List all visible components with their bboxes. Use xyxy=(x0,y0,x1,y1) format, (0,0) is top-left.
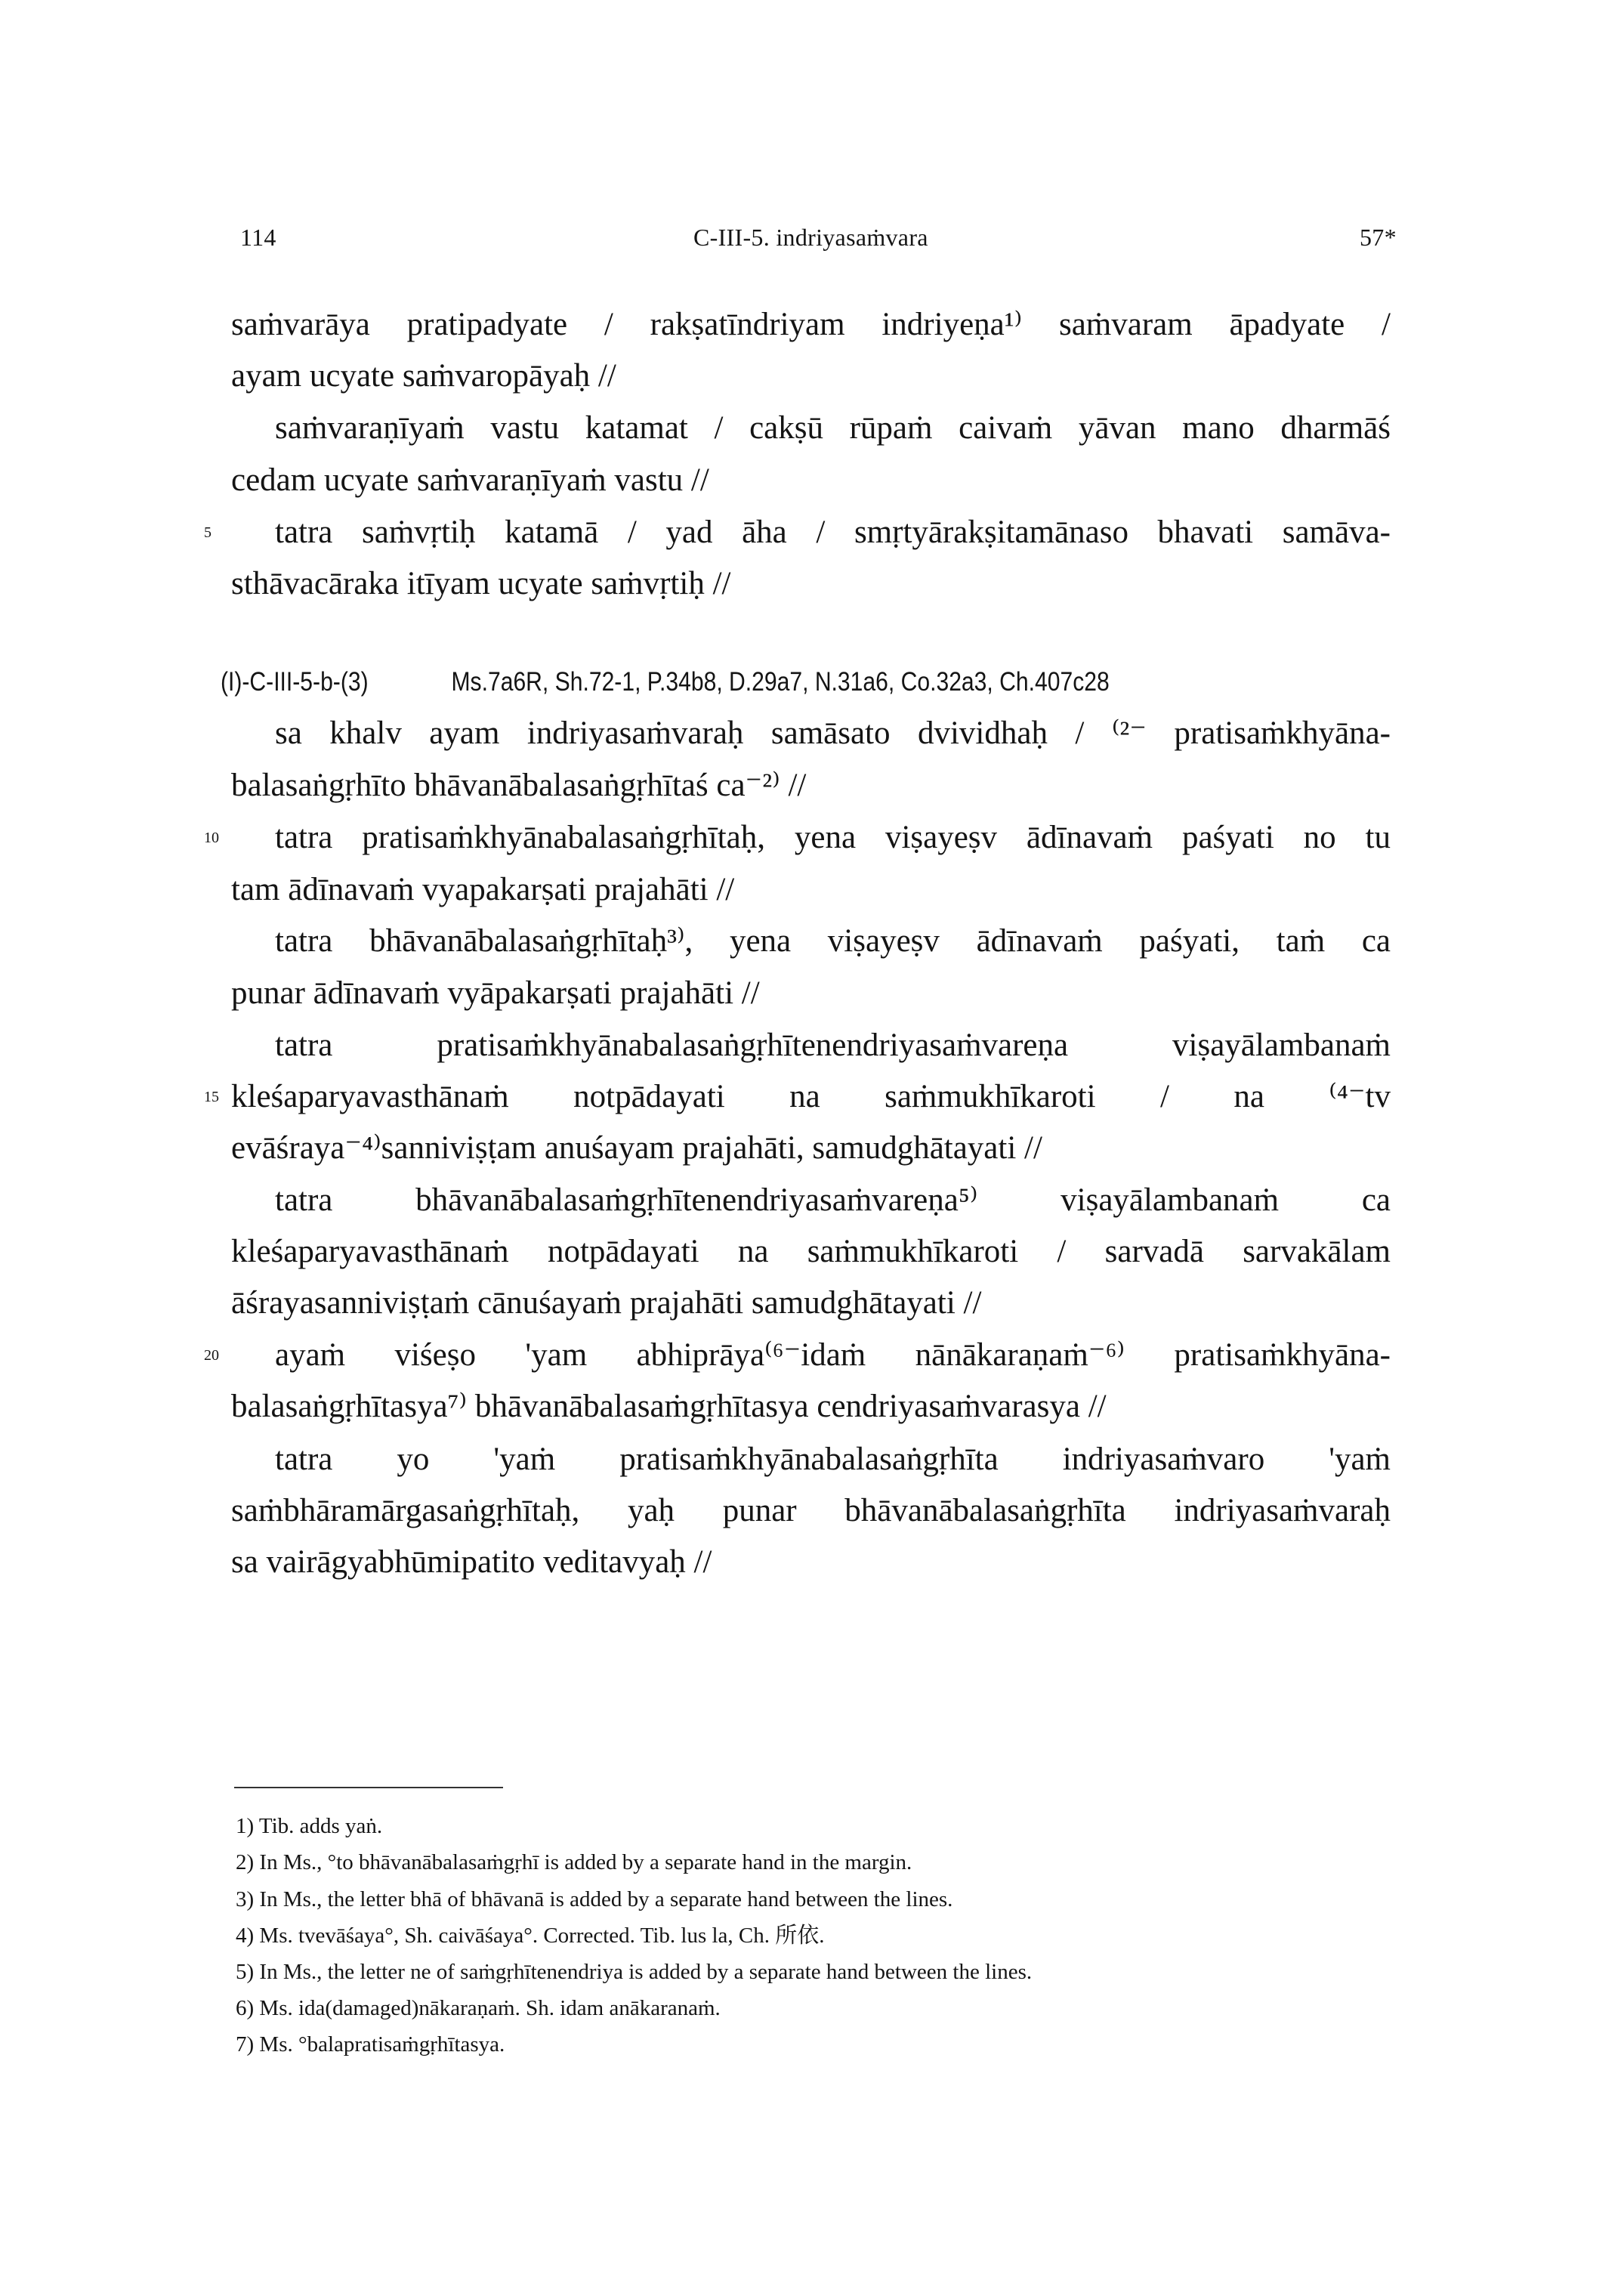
footnote: 4) Ms. tvevāśaya°, Sh. caivāśaya°. Corrected. Tib. lus la, Ch. 所依. xyxy=(236,1924,825,1948)
footnote: 5) In Ms., the letter ne of saṁgṛhītenendriya is added by a separate hand between the lines. xyxy=(236,1960,1033,1984)
text-line: saṁvarāya pratipadyate / rakṣatīndriyam indriyeṇa¹⁾ saṁvaram āpadyate / xyxy=(231,307,1391,342)
page-number: 114 xyxy=(240,224,276,251)
line-number: 10 xyxy=(204,830,219,846)
text-line: saṁvaraṇīyaṁ vastu katamat / cakṣū rūpaṁ caivaṁ yāvan mano dharmāś xyxy=(275,410,1391,446)
text-line: tatra yo 'yaṁ pratisaṁkhyānabalasaṅgṛhīta indriyasaṁvaro 'yaṁ xyxy=(275,1442,1391,1477)
text-line: balasaṅgṛhīto bhāvanābalasaṅgṛhītaś ca⁻²⁾ // xyxy=(231,768,807,803)
text-line: cedam ucyate saṁvaraṇīyaṁ vastu // xyxy=(231,462,709,498)
text-line: kleśaparyavasthānaṁ notpādayati na saṁmukhīkaroti / sarvadā sarvakālam xyxy=(231,1234,1391,1269)
text-line: ayam ucyate saṁvaropāyaḥ // xyxy=(231,358,616,394)
text-line: kleśaparyavasthānaṁ notpādayati na saṁmukhīkaroti / na ⁽⁴⁻tv xyxy=(231,1079,1391,1114)
text-line: tam ādīnavaṁ vyapakarṣati prajahāti // xyxy=(231,872,735,907)
text-line: āśrayasanniviṣṭaṁ cānuśayaṁ prajahāti samudghātayati // xyxy=(231,1285,982,1321)
text-line: evāśraya⁻⁴⁾sanniviṣṭam anuśayam prajahāti, samudghātayati // xyxy=(231,1130,1042,1166)
text-line: sa vairāgyabhūmipatito veditavyaḥ // xyxy=(231,1544,712,1580)
text-line: tatra saṁvṛtiḥ katamā / yad āha / smṛtyārakṣitamānaso bhavati samāva- xyxy=(275,515,1391,550)
text-line: tatra bhāvanābalasaṅgṛhītaḥ³⁾, yena viṣayeṣv ādīnavaṁ paśyati, taṁ ca xyxy=(275,923,1391,959)
footnote: 2) In Ms., °to bhāvanābalasaṁgṛhī is added by a separate hand in the margin. xyxy=(236,1850,912,1874)
line-number: 15 xyxy=(204,1089,219,1105)
reference-sources: Ms.7a6R, Sh.72-1, P.34b8, D.29a7, N.31a6, Co.32a3, Ch.407c28 xyxy=(451,667,1110,697)
line-number: 5 xyxy=(204,524,211,541)
footnote-rule xyxy=(234,1787,503,1788)
footnote: 6) Ms. ida(damaged)nākaraṇaṁ. Sh. idam anākaranaṁ. xyxy=(236,1996,721,2020)
text-line: punar ādīnavaṁ vyāpakarṣati prajahāti // xyxy=(231,975,760,1011)
text-line: balasaṅgṛhītasya⁷⁾ bhāvanābalasaṁgṛhītasya cendriyasaṁvarasya // xyxy=(231,1389,1107,1424)
section-title: C-III-5. indriyasaṁvara xyxy=(693,224,928,251)
text-line: tatra pratisaṁkhyānabalasaṅgṛhītaḥ, yena viṣayeṣv ādīnavaṁ paśyati no tu xyxy=(275,820,1391,855)
text-line: sa khalv ayam indriyasaṁvaraḥ samāsato dvividhaḥ / ⁽²⁻ pratisaṁkhyāna- xyxy=(275,715,1391,751)
reference-line xyxy=(221,660,1130,705)
text-line: ayaṁ viśeṣo 'yam abhiprāya⁽⁶⁻idaṁ nānākaraṇaṁ⁻⁶⁾ pratisaṁkhyāna- xyxy=(275,1337,1391,1373)
footnote: 1) Tib. adds yaṅ. xyxy=(236,1814,383,1838)
text-line: sthāvacāraka itīyam ucyate saṁvṛtiḥ // xyxy=(231,566,731,601)
reference-id: (I)-C-III-5-b-(3) xyxy=(221,667,369,697)
text-line: tatra bhāvanābalasaṁgṛhītenendriyasaṁvareṇa⁵⁾ viṣayālambanaṁ ca xyxy=(275,1182,1391,1218)
line-number: 20 xyxy=(204,1347,219,1364)
folio-number: 57* xyxy=(1360,224,1397,251)
text-line: tatra pratisaṁkhyānabalasaṅgṛhītenendriyasaṁvareṇa viṣayālambanaṁ xyxy=(275,1027,1391,1063)
footnote: 7) Ms. °balapratisaṁgṛhītasya. xyxy=(236,2032,505,2057)
footnote: 3) In Ms., the letter bhā of bhāvanā is added by a separate hand between the lines. xyxy=(236,1887,953,1911)
text-line: saṁbhāramārgasaṅgṛhītaḥ, yaḥ punar bhāvanābalasaṅgṛhīta indriyasaṁvaraḥ xyxy=(231,1493,1391,1528)
